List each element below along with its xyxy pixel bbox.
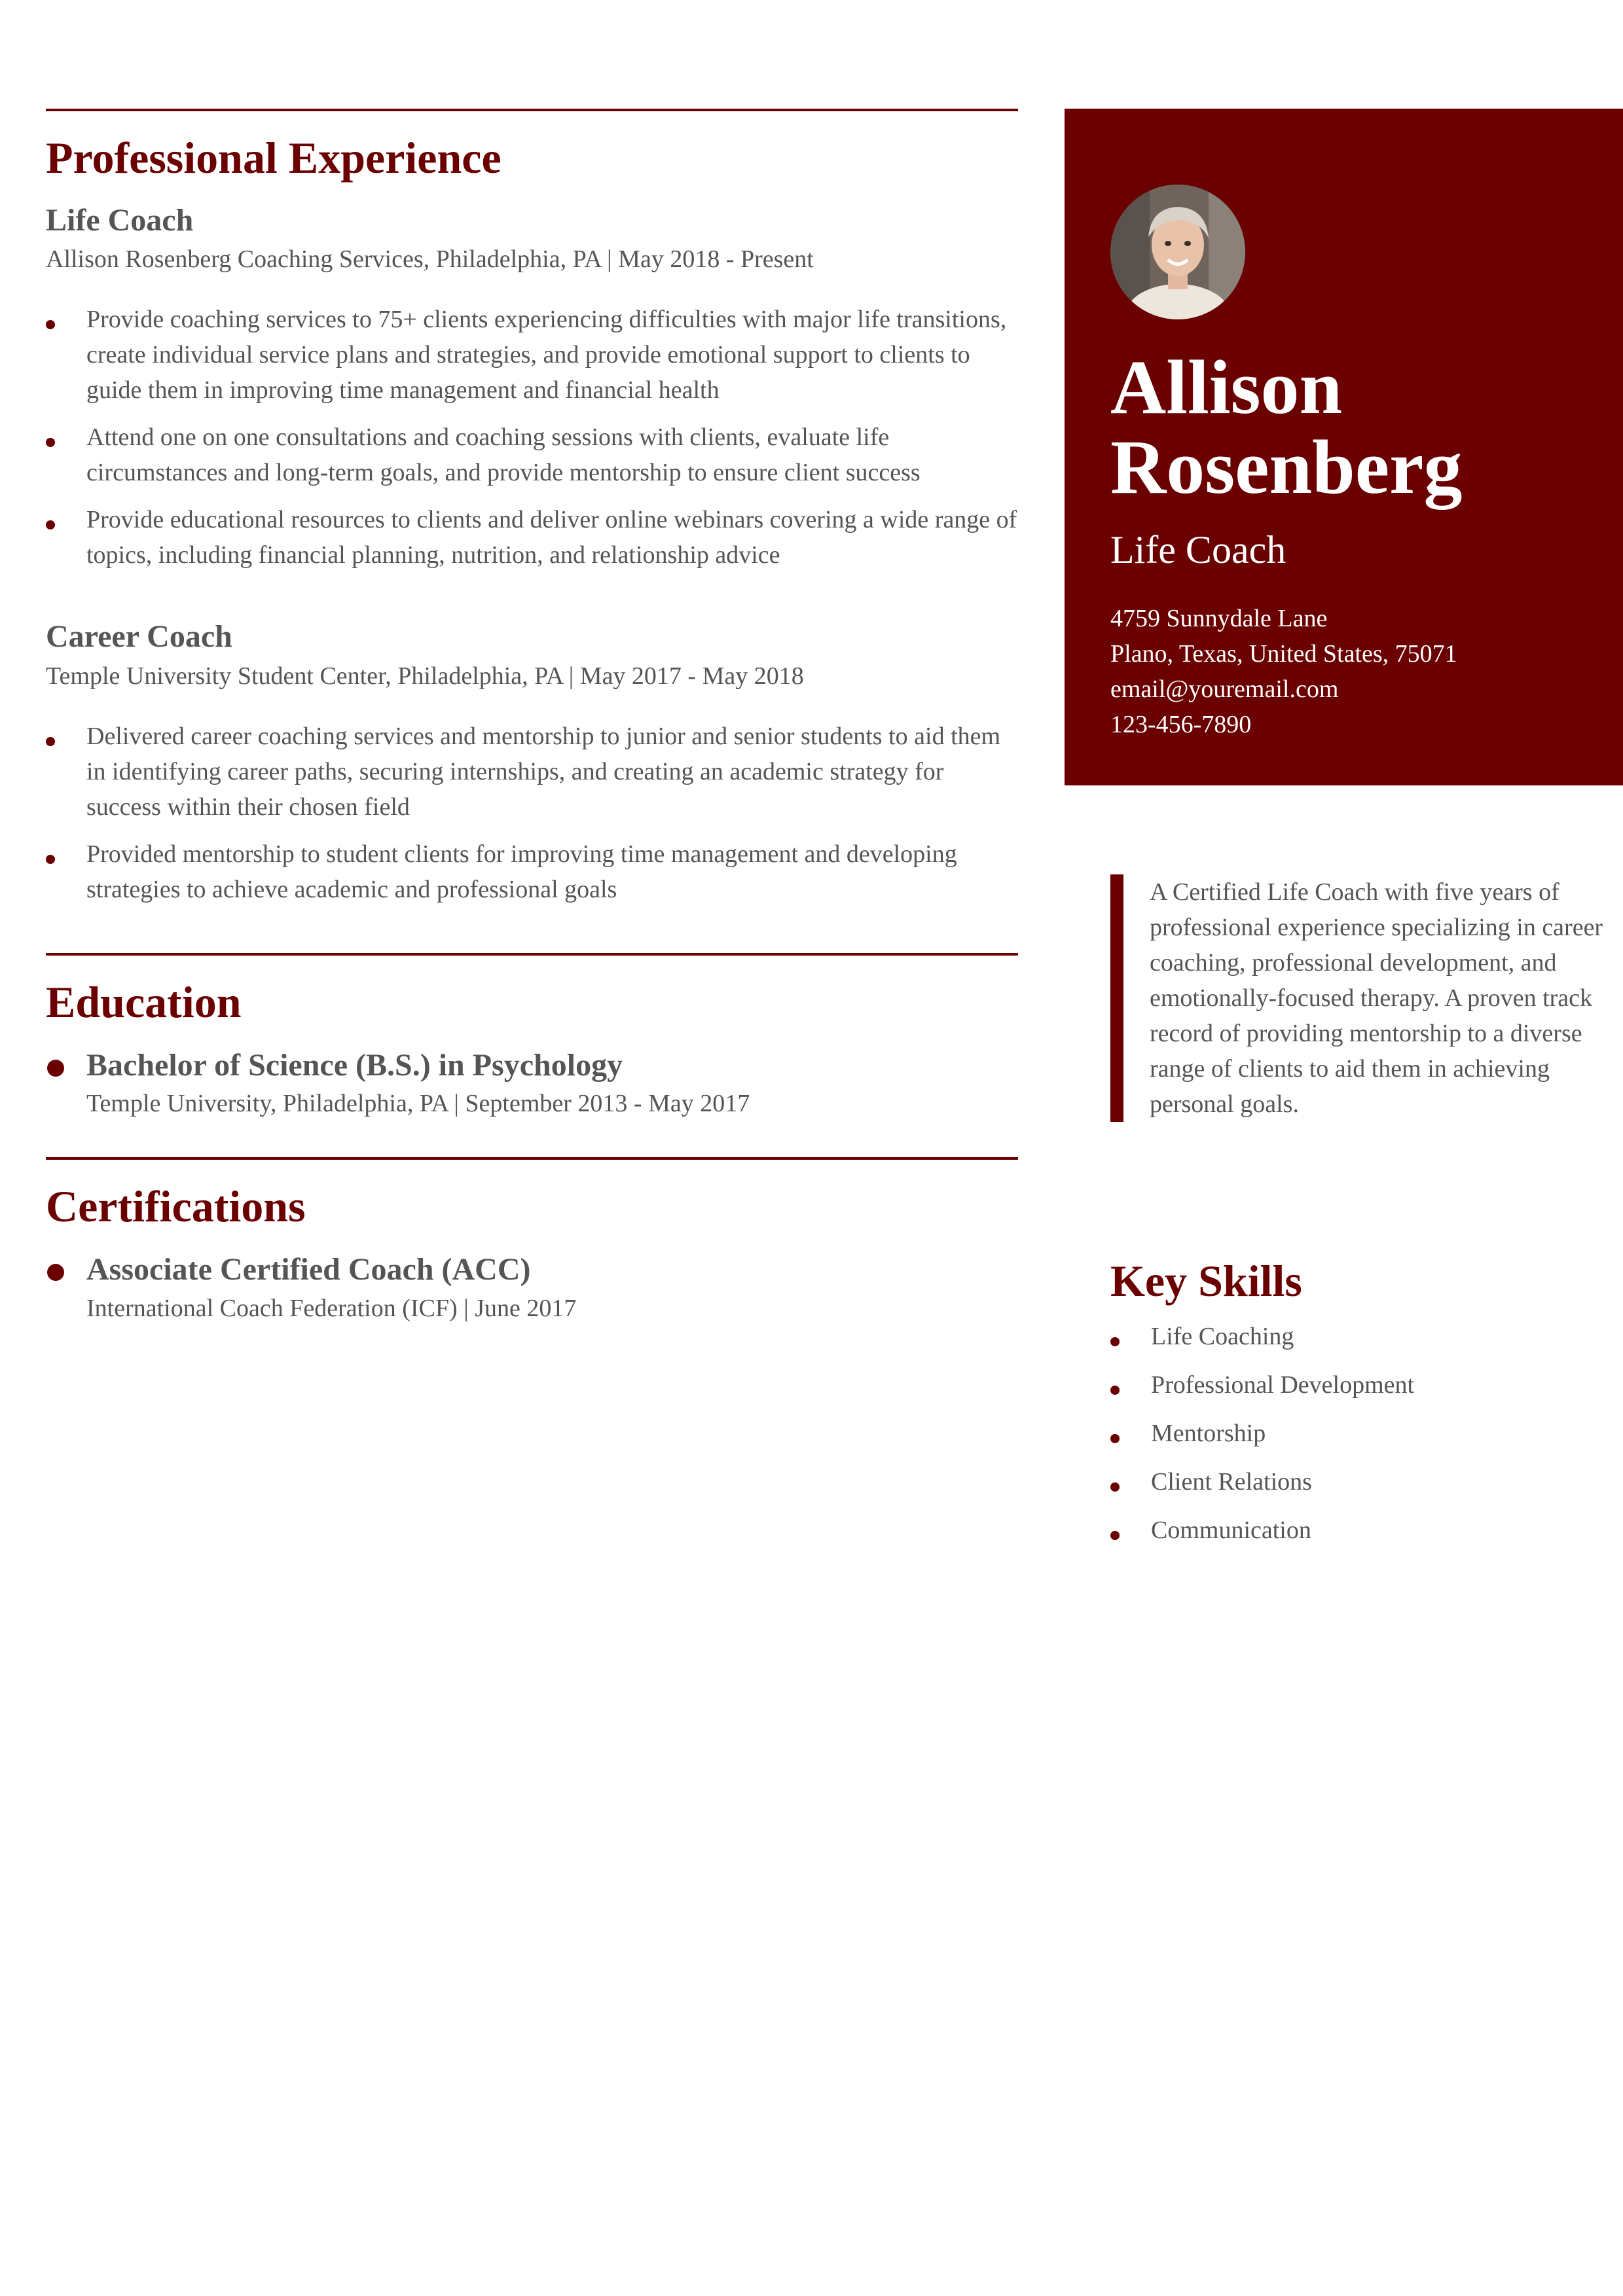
skills-section [1110,1257,1569,1561]
person-avatar-icon [1110,185,1245,319]
last-name: Rosenberg [1110,424,1463,510]
list-item: Attend one on one consultations and coaching sessions with clients, evaluate life circumstances and long-term goals, and provide mentorship to ensure client success [46,420,1018,490]
bullet-icon [46,737,55,746]
certification-entry [46,1251,1018,1323]
job-bullets [46,719,1018,907]
bullet-icon [47,1264,64,1281]
job-entry [46,202,1018,573]
job-title: Career Coach [46,619,232,655]
bullet-icon [46,438,55,447]
contact-info [1110,601,1457,742]
address-line-2: Plano, Texas, United States, 75071 [1110,640,1457,668]
job-meta: Temple University Student Center, Philadelphia, PA | May 2017 - May 2018 [46,662,804,690]
skills-list [1110,1319,1569,1548]
main-column [46,109,1018,1362]
profile-summary: A Certified Life Coach with five years of professional experience specializing in career coaching, professional development, and emotionally-focused therapy. A proven track record of providing mentorship to a diverse range of clients to aid them in achieving personal goals. [1110,874,1608,1122]
first-name: Allison [1110,344,1343,430]
degree-meta: Temple University, Philadelphia, PA | September 2013 - May 2017 [86,1090,750,1118]
bullet-icon [46,320,55,329]
profile-header [1065,109,1623,785]
experience-heading: Professional Experience [46,133,501,183]
bullet-icon [47,1060,64,1077]
experience-section [46,109,1018,907]
certification-title: Associate Certified Coach (ACC) [86,1252,531,1287]
list-item: Professional Development [1110,1367,1569,1403]
skills-heading: Key Skills [1110,1256,1302,1306]
job-meta: Allison Rosenberg Coaching Services, Philadelphia, PA | May 2018 - Present [46,245,814,273]
avatar-photo [1110,185,1245,319]
education-entry [46,1047,1018,1119]
address-line-1: 4759 Sunnydale Lane [1110,605,1328,632]
phone-number: 123-456-7890 [1110,711,1252,738]
job-entry [46,619,1018,907]
list-item: Provide educational resources to clients and deliver online webinars covering a wide range of topics, including financial planning, nutrition, and relationship advice [46,502,1018,573]
bullet-icon [1110,1386,1120,1395]
list-item: Life Coaching [1110,1319,1569,1354]
education-section [46,953,1018,1118]
email-link[interactable]: email@youremail.com [1110,675,1339,703]
list-item: Communication [1110,1513,1569,1548]
job-bullets [46,302,1018,573]
bullet-icon [1110,1531,1120,1540]
job-title: Life Coach [46,202,194,238]
bullet-icon [1110,1482,1120,1492]
list-item: Provide coaching services to 75+ clients experiencing difficulties with major life transitions, create individual service plans and strategies, and provide emotional support to clients to guide them in improving time management and financial health [46,302,1018,408]
bullet-icon [46,855,55,864]
list-item: Delivered career coaching services and mentorship to junior and senior students to aid them in identifying career paths, securing internships, and creating an academic strategy for success within their chosen field [46,719,1018,825]
education-heading: Education [46,977,242,1027]
bullet-icon [1110,1434,1120,1443]
bullet-icon [46,520,55,529]
certification-meta: International Coach Federation (ICF) | June 2017 [86,1294,577,1322]
certifications-section [46,1157,1018,1322]
profile-title: Life Coach [1110,528,1286,571]
bullet-icon [1110,1337,1120,1346]
degree-title: Bachelor of Science (B.S.) in Psychology [86,1047,623,1083]
list-item: Provided mentorship to student clients for improving time management and developing strategies to achieve academic and professional goals [46,836,1018,907]
profile-name [1110,344,1463,510]
list-item: Mentorship [1110,1416,1569,1451]
list-item: Client Relations [1110,1464,1569,1499]
certifications-heading: Certifications [46,1181,306,1232]
